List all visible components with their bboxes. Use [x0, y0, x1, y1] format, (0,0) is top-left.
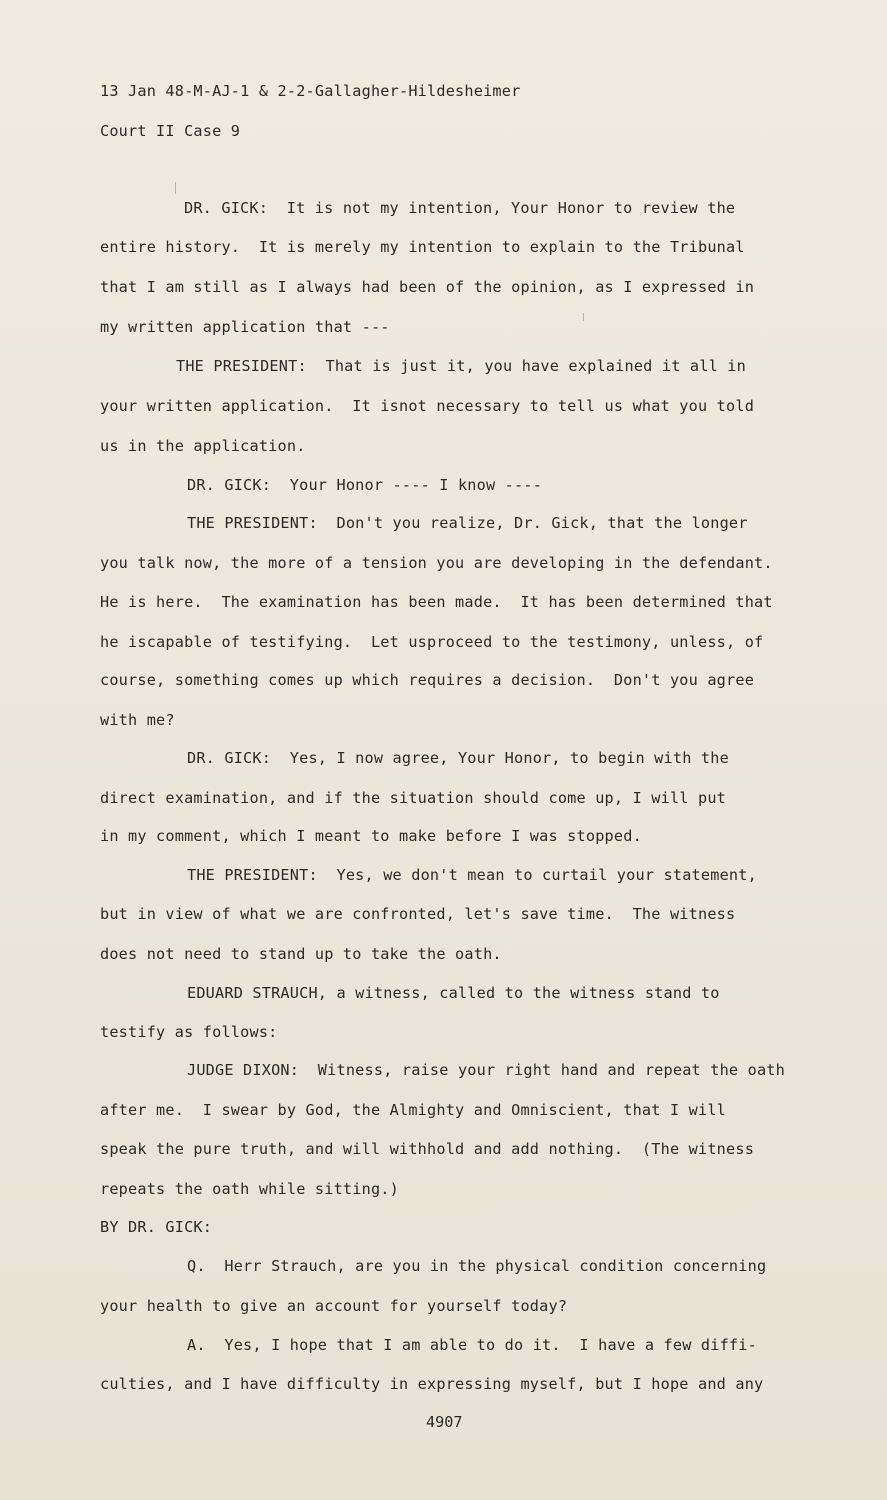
body-line: JUDGE DIXON: Witness, raise your right hand and repeat the oath — [187, 1061, 785, 1079]
body-line: but in view of what we are confronted, let's save time. The witness — [100, 905, 736, 923]
body-line: my written application that --- — [100, 318, 390, 336]
body-line: after me. I swear by God, the Almighty and Omniscient, that I will — [100, 1101, 727, 1119]
body-line: testify as follows: — [100, 1023, 278, 1041]
stray-mark — [583, 313, 584, 321]
body-line: THE PRESIDENT: That is just it, you have explained it all in — [176, 357, 746, 375]
body-line: He is here. The examination has been made. It has been determined that — [100, 593, 773, 611]
body-line: your written application. It isnot necessary to tell us what you told — [100, 397, 755, 415]
body-line: he iscapable of testifying. Let usproceed to the testimony, unless, of — [100, 633, 764, 651]
page-number: 4907 — [426, 1413, 463, 1431]
body-line: that I am still as I always had been of the opinion, as I expressed in — [100, 278, 755, 296]
body-line: does not need to stand up to take the oath. — [100, 945, 502, 963]
body-line: entire history. It is merely my intention to explain to the Tribunal — [100, 238, 745, 256]
body-line: us in the application. — [100, 437, 306, 455]
body-line: A. Yes, I hope that I am able to do it. I have a few diffi- — [187, 1336, 757, 1354]
body-line: direct examination, and if the situation should come up, I will put — [100, 789, 727, 807]
body-line: DR. GICK: Yes, I now agree, Your Honor, to begin with the — [187, 749, 729, 767]
body-line: DR. GICK: It is not my intention, Your Honor to review the — [184, 199, 736, 217]
body-line: DR. GICK: Your Honor ---- I know ---- — [187, 476, 543, 494]
body-line: speak the pure truth, and will withhold and add nothing. (The witness — [100, 1140, 755, 1158]
body-line: culties, and I have difficulty in expressing myself, but I hope and any — [100, 1375, 764, 1393]
body-line: EDUARD STRAUCH, a witness, called to the witness stand to — [187, 984, 720, 1002]
body-line: THE PRESIDENT: Don't you realize, Dr. Gick, that the longer — [187, 514, 748, 532]
body-line: in my comment, which I meant to make before I was stopped. — [100, 827, 642, 845]
body-line: THE PRESIDENT: Yes, we don't mean to curtail your statement, — [187, 866, 757, 884]
body-line: with me? — [100, 711, 175, 729]
body-line: you talk now, the more of a tension you are developing in the defendant. — [100, 554, 773, 572]
body-line: Q. Herr Strauch, are you in the physical condition concerning — [187, 1257, 767, 1275]
header-line-1: 13 Jan 48-M-AJ-1 & 2-2-Gallagher-Hildesheimer — [100, 82, 521, 100]
stray-mark — [175, 182, 176, 194]
body-line: repeats the oath while sitting.) — [100, 1180, 399, 1198]
header-line-2: Court II Case 9 — [100, 122, 241, 140]
body-line: BY DR. GICK: — [100, 1218, 213, 1236]
body-line: your health to give an account for yourself today? — [100, 1297, 568, 1315]
body-line: course, something comes up which requires a decision. Don't you agree — [100, 671, 755, 689]
